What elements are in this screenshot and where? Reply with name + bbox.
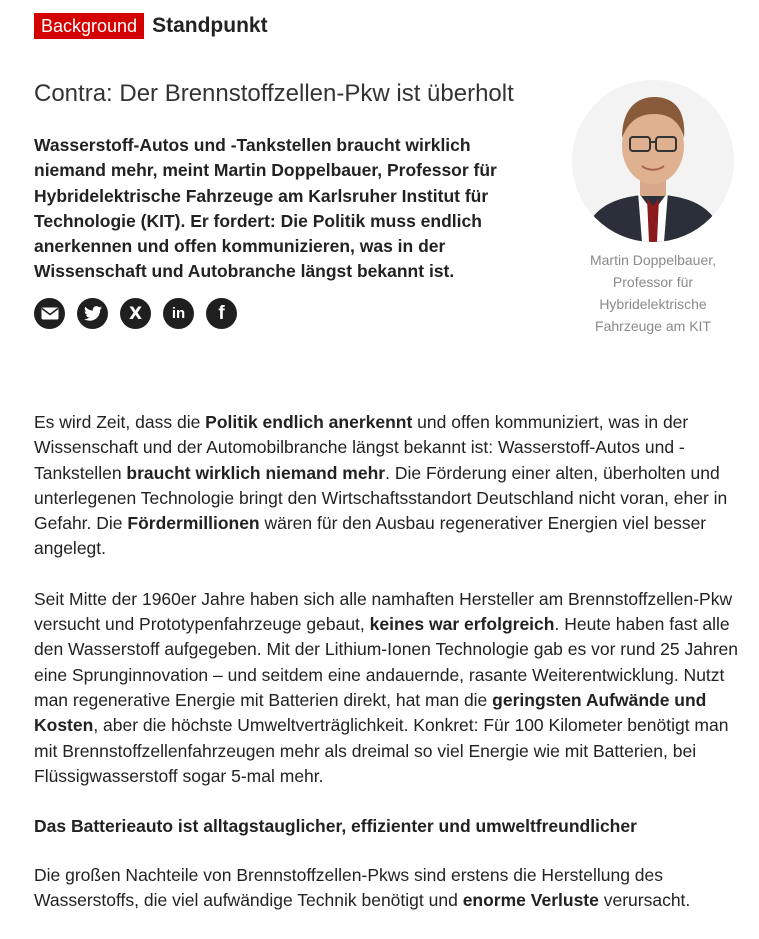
facebook-icon: f xyxy=(218,302,225,324)
paragraph xyxy=(34,410,742,562)
bold-run: enorme Verluste xyxy=(462,890,599,911)
xing-icon: X xyxy=(128,303,143,324)
text-run: , aber die höchste Umweltverträglichkeit. Konkret: Für 100 Kilometer benötigt man mit Brennstoffzellenfahrzeugen mehr als dreimal so viel Energie wie mit Batterien, bei Flüssigwasserstoff sogar 5-mal mehr. xyxy=(34,715,729,786)
text-run: . Die Förderung einer alten, überholten und unterlegenen Technologie bringt den Wirtschaftsstandort Deutschland nicht voran, eher in Gefahr. Die xyxy=(34,462,728,534)
share-linkedin-button[interactable] xyxy=(163,298,194,329)
text-run: wären für den Ausbau regenerativer Energien viel besser angelegt. xyxy=(34,513,707,559)
bold-run: geringsten Aufwände und Kosten xyxy=(34,689,707,736)
linkedin-icon: in xyxy=(171,305,186,322)
envelope-icon xyxy=(41,307,59,320)
category-tag[interactable]: Background xyxy=(34,13,144,39)
article-lead: Wasserstoff-Autos und -Tankstellen braucht wirklich niemand mehr, meint Martin Doppelbauer, Professor für Hybridelektrische Fahrzeuge am Karlsruher Institut für Technologie (KIT). Er fordert: Die Politik muss endlich anerkennen und offen kommunizieren, was in der Wissenschaft und Autobranche längst bekannt ist. xyxy=(34,135,497,282)
subheading: Das Batterieauto ist alltagstauglicher, effizienter und umweltfreundlicher xyxy=(34,816,637,837)
text-run: . Heute haben fast alle den Wasserstoff aufgegeben. Mit der Lithium-Ionen Technologie gab es vor rund 25 Jahren eine Sprunginnovation – und seitdem eine andauernde, rasante Weiterentwicklung. Nutzt man regenerative Energie mit Batterien direkt, hat man die xyxy=(34,614,739,710)
author-photo xyxy=(572,80,734,242)
share-bar xyxy=(34,298,249,329)
article-headline: Contra: Der Brennstoffzellen-Pkw ist überholt xyxy=(34,80,514,107)
text-run: Es wird Zeit, dass die xyxy=(34,412,206,432)
caption-line: Hybridelektrische xyxy=(599,296,707,312)
caption-line: Fahrzeuge am KIT xyxy=(595,318,711,334)
bold-run: Politik endlich anerkennt xyxy=(205,412,413,432)
text-run: Seit Mitte der 1960er Jahre haben sich alle namhaften Hersteller am Brennstoffzellen-Pkw versucht und Prototypenfahrzeuge gebaut, xyxy=(34,588,733,635)
share-twitter-button[interactable] xyxy=(77,298,108,329)
text-run: Die großen Nachteile von Brennstoffzellen-Pkws sind erstens die Herstellung des Wasserstoffs, die viel aufwändige Technik benötigt und xyxy=(34,865,664,911)
bold-run: braucht wirklich niemand mehr xyxy=(126,462,386,483)
article-header xyxy=(34,13,268,39)
author-caption xyxy=(570,249,736,337)
author-portrait xyxy=(572,80,734,242)
caption-line: Professor für xyxy=(612,274,694,290)
caption-name: Martin Doppelbauer, xyxy=(589,252,717,268)
share-xing-button[interactable] xyxy=(120,298,151,329)
article-body xyxy=(34,410,742,939)
text-run: verursacht. xyxy=(598,890,691,911)
share-email-button[interactable] xyxy=(34,298,65,329)
paragraph xyxy=(34,863,742,914)
paragraph xyxy=(34,587,742,789)
bold-run: Fördermillionen xyxy=(127,513,260,534)
bold-run: keines war erfolgreich xyxy=(369,614,555,635)
share-facebook-button[interactable] xyxy=(206,298,237,329)
twitter-icon xyxy=(84,306,102,321)
section-title: Standpunkt xyxy=(152,14,268,37)
text-run: und offen kommuniziert, was in der Wissenschaft und der Automobilbranche längst bekannt ist: Wasserstoff-Autos und -Tankstellen xyxy=(34,412,689,483)
